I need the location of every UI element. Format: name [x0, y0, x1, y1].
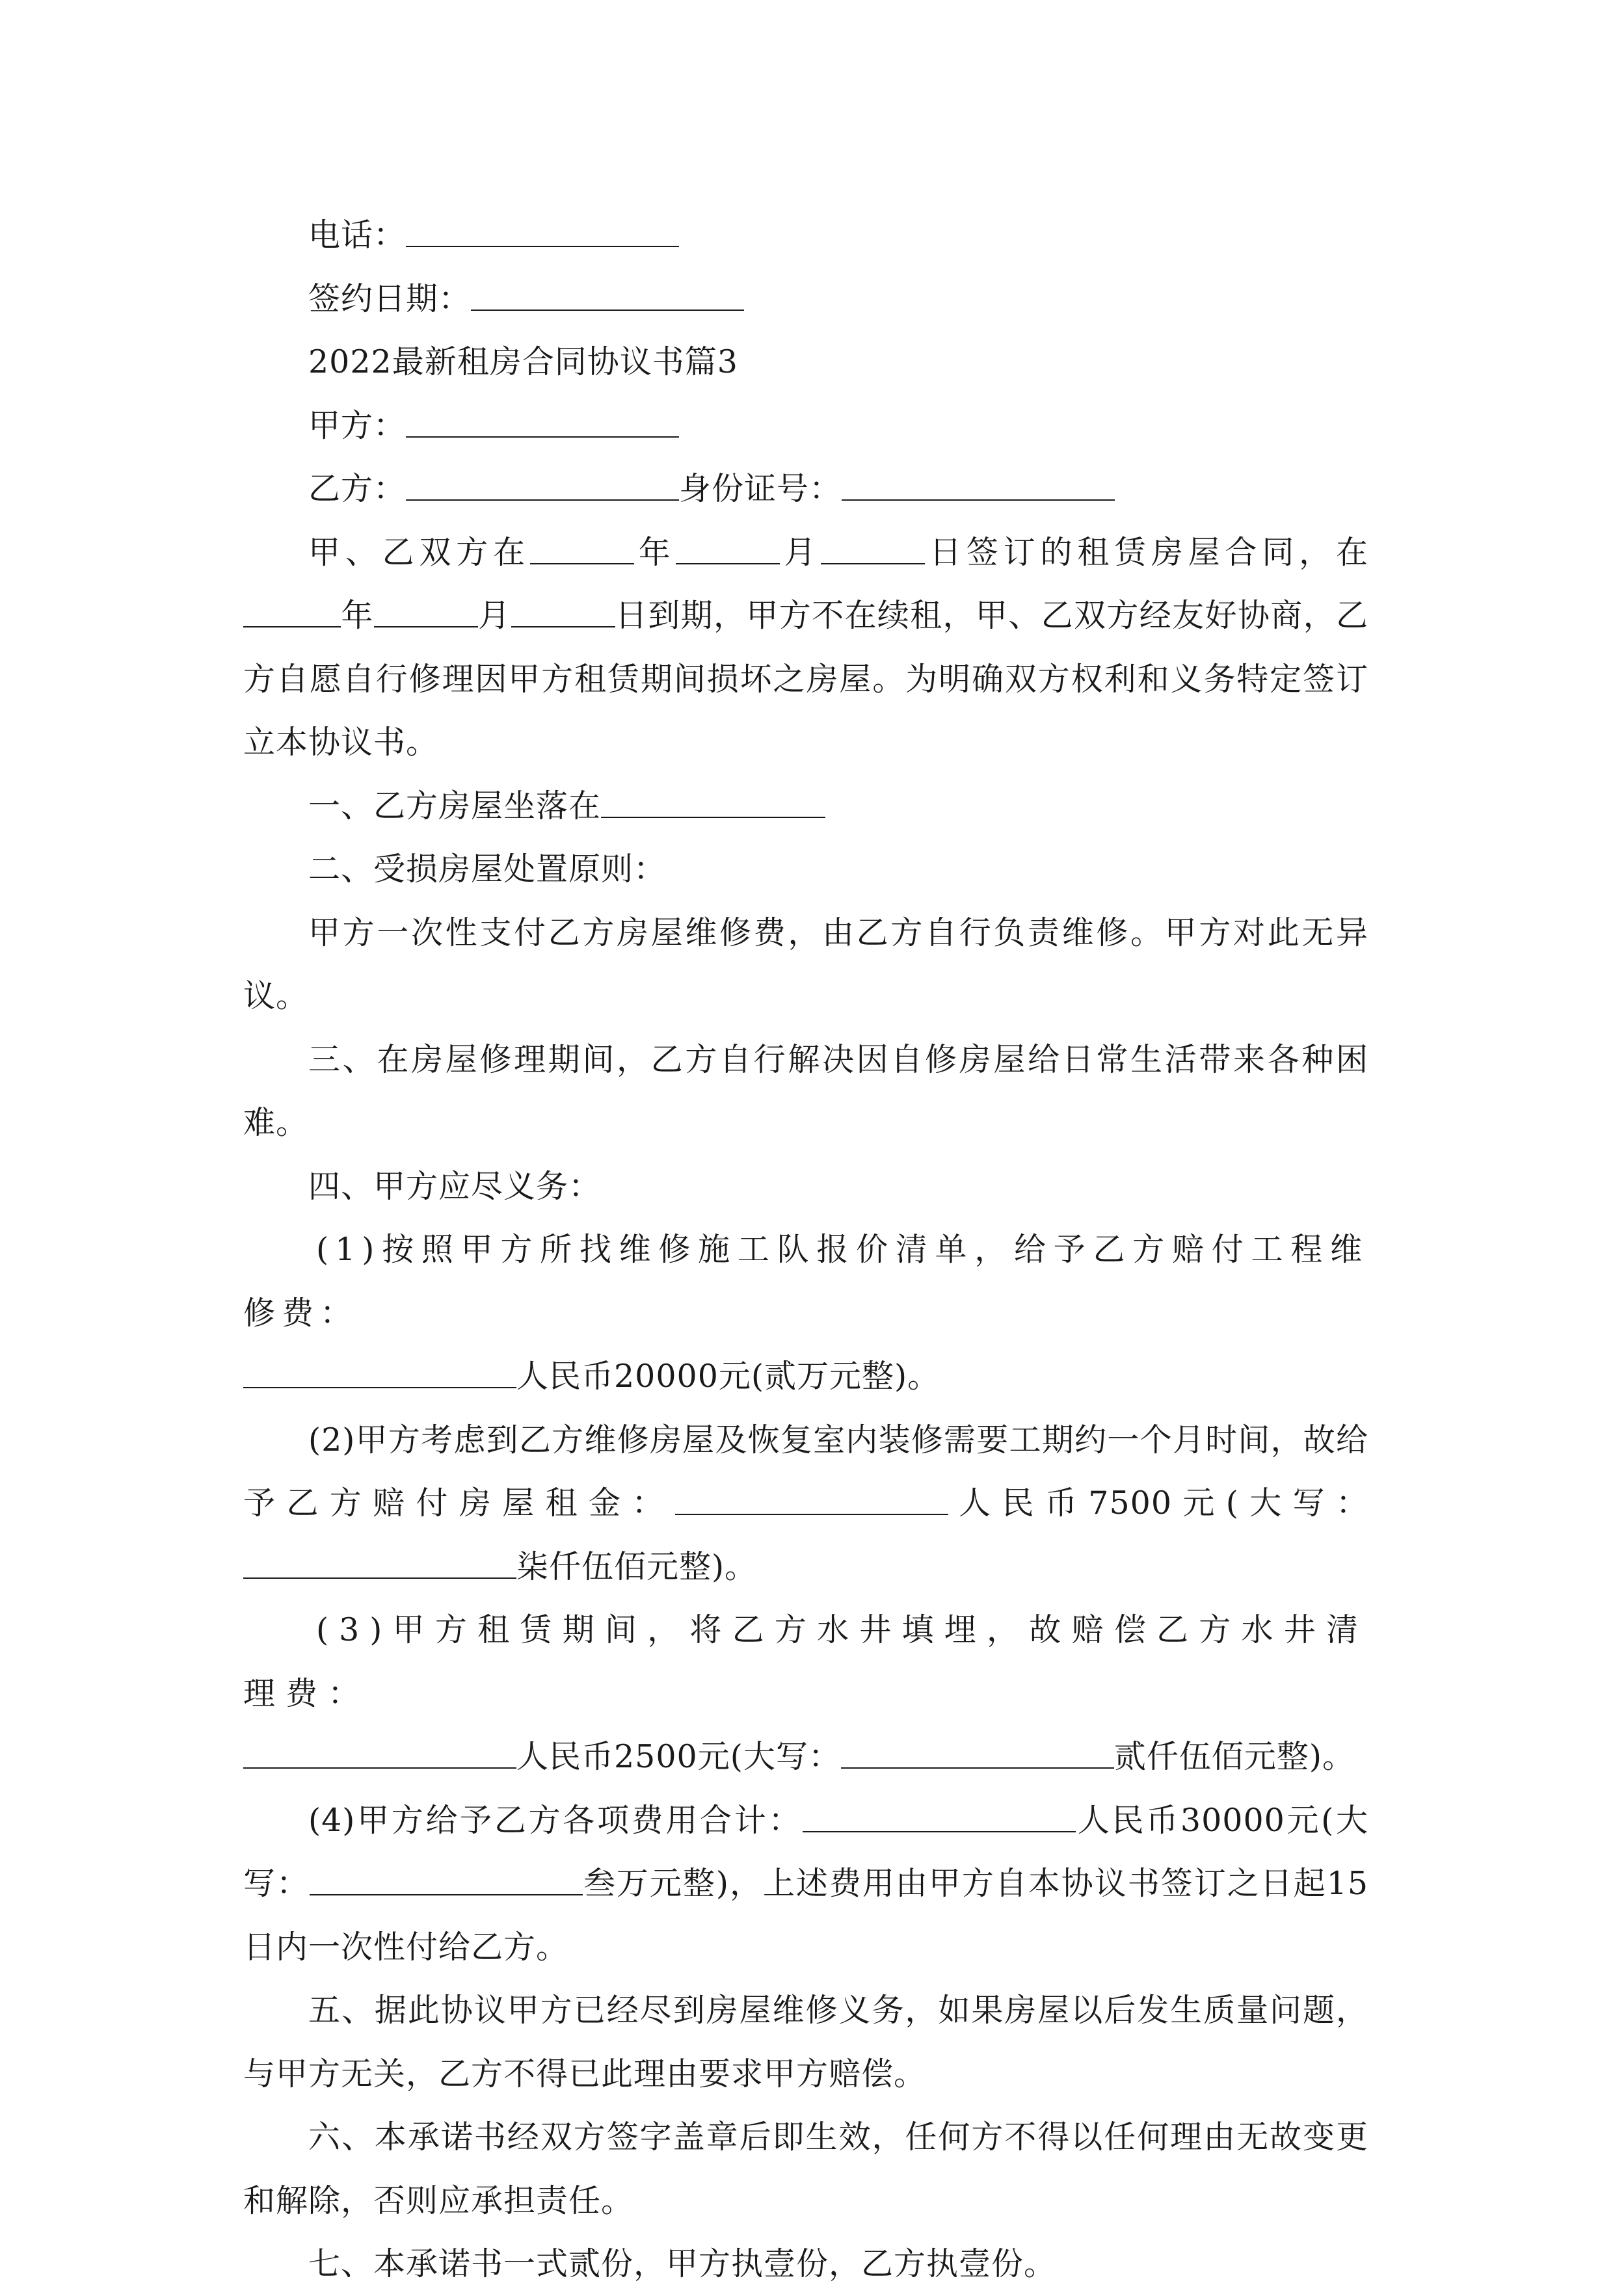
sign-date-blank — [471, 278, 744, 311]
sub-item-3 — [243, 1598, 1368, 1789]
intro-text-3: 月 — [779, 533, 821, 571]
sub-item-3-capital: 贰仟伍佰元整)。 — [1113, 1738, 1355, 1775]
sub-item-2-capital: 柒仟伍佰元整)。 — [516, 1548, 758, 1585]
sub-item-4-blank-2 — [310, 1862, 583, 1895]
section-title: 2022最新租房合同协议书篇3 — [308, 343, 738, 380]
document-body — [243, 204, 1368, 2296]
sub-item-1-text: (1)按照甲方所找维修施工队报价清单，给予乙方赔付工程维修费： — [243, 1231, 1368, 1332]
intro-text-6: 月 — [477, 597, 511, 634]
intro-text-4: 日签订的租赁房屋合同，在 — [925, 533, 1368, 571]
sub-item-4-capital: 叁万元整)，上述费用由甲方自本协议书签订之日起15日内一次性付给乙方。 — [243, 1865, 1368, 1966]
intro-day-blank — [821, 531, 925, 564]
sub-item-2-blank-1 — [675, 1482, 948, 1515]
sub-item-2 — [243, 1408, 1368, 1599]
sub-item-1 — [243, 1218, 1368, 1408]
location-blank — [601, 785, 825, 818]
party-a-label: 甲方： — [308, 406, 407, 444]
intro-day2-blank — [511, 594, 615, 627]
party-b-blank — [406, 468, 679, 501]
item-7: 七、本承诺书一式贰份，甲方执壹份，乙方执壹份。 — [308, 2245, 1057, 2282]
sub-item-2-text: (2)甲方考虑到乙方维修房屋及恢复室内装修需要工期约一个月时间，故给予乙方赔付房屋租金： — [243, 1421, 1368, 1522]
phone-label: 电话： — [308, 217, 407, 254]
intro-year2-blank — [243, 594, 341, 627]
phone-line — [243, 204, 1368, 267]
sub-item-3-amount: 人民币2500元(大写： — [516, 1738, 841, 1775]
sub-item-4-amount: 人民币30000元(大写： — [243, 1801, 1368, 1902]
sub-item-3-blank-2 — [841, 1735, 1114, 1769]
item-4: 四、甲方应尽义务： — [308, 1167, 602, 1205]
intro-text-7: 日到期，甲方不在续租，甲、乙双方经友好协商，乙方自愿自行修理因甲方租赁期间损坏之房屋。为明确双方权利和义务特定签订立本协议书。 — [243, 597, 1368, 761]
intro-text-2: 年 — [633, 533, 676, 571]
intro-year-blank — [530, 531, 634, 564]
sub-item-2-amount: 人民币7500元(大写： — [948, 1484, 1368, 1522]
intro-text-1: 甲、乙双方在 — [308, 533, 530, 571]
intro-month-blank — [676, 531, 780, 564]
party-b-label: 乙方： — [308, 470, 407, 507]
sub-item-4 — [243, 1789, 1368, 1979]
intro-paragraph — [243, 521, 1368, 774]
party-b-line — [243, 457, 1368, 521]
sub-item-1-blank — [243, 1355, 516, 1388]
item-3: 三、在房屋修理期间，乙方自行解决因自修房屋给日常生活带来各种困难。 — [243, 1040, 1368, 1141]
intro-month2-blank — [374, 594, 478, 627]
party-a-line — [243, 394, 1368, 458]
sign-date-line — [243, 267, 1368, 331]
sub-item-3-text: (3)甲方租赁期间，将乙方水井填埋，故赔偿乙方水井清理费： — [243, 1611, 1368, 1712]
id-blank — [842, 468, 1115, 501]
item-2: 二、受损房屋处置原则： — [308, 851, 667, 888]
party-a-blank — [406, 404, 679, 438]
id-label: 身份证号： — [679, 470, 842, 507]
sub-item-1-amount: 人民币20000元(贰万元整)。 — [516, 1358, 940, 1395]
sign-date-label: 签约日期： — [308, 280, 472, 317]
intro-text-5: 年 — [341, 597, 374, 634]
sub-item-3-blank-1 — [243, 1735, 516, 1769]
item-1 — [243, 774, 1368, 838]
item-1-text: 一、乙方房屋坐落在 — [308, 787, 602, 825]
item-6: 六、本承诺书经双方签字盖章后即生效，任何方不得以任何理由无故变更和解除，否则应承担责任。 — [243, 2118, 1368, 2219]
sub-item-4-text: (4)甲方给予乙方各项费用合计： — [308, 1801, 803, 1839]
sub-item-4-blank-1 — [803, 1799, 1076, 1832]
item-2-body: 甲方一次性支付乙方房屋维修费，由乙方自行负责维修。甲方对此无异议。 — [243, 914, 1368, 1014]
phone-blank — [406, 214, 679, 247]
sub-item-2-blank-2 — [243, 1546, 516, 1579]
item-5: 五、据此协议甲方已经尽到房屋维修义务，如果房屋以后发生质量问题，与甲方无关，乙方不得已此理由要求甲方赔偿。 — [243, 1992, 1368, 2092]
